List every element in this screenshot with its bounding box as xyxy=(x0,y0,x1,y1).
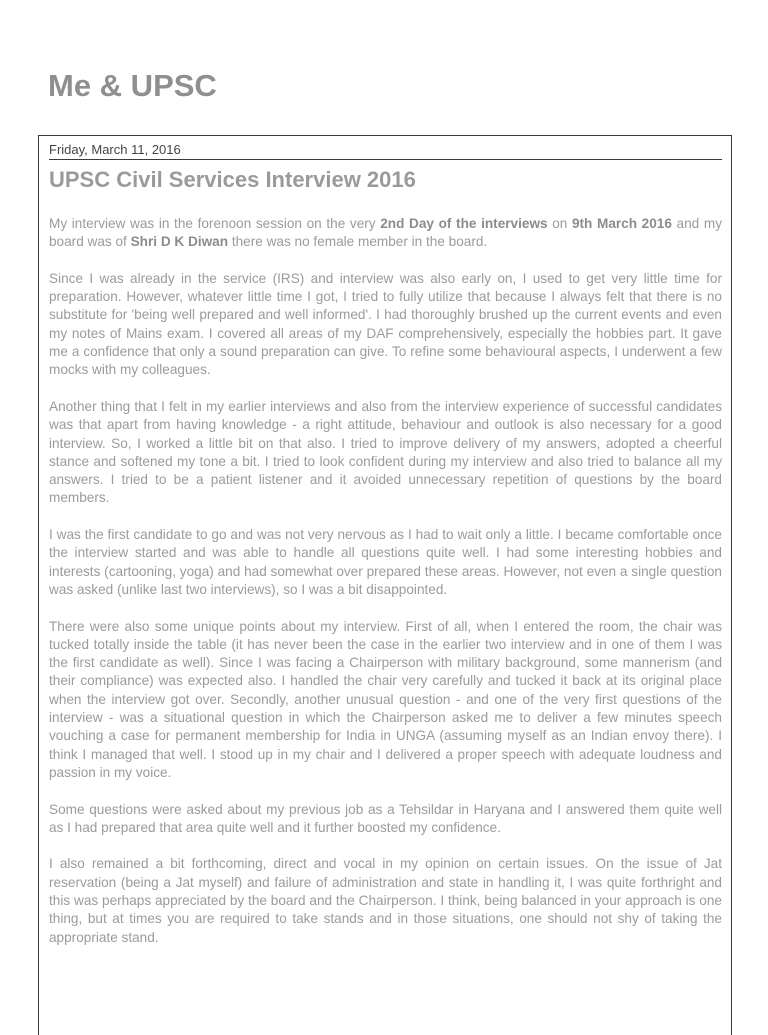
post-container xyxy=(38,135,732,1035)
intro-text-3: and my board was of xyxy=(49,216,722,250)
intro-text-4: there was no female member in the board. xyxy=(228,234,488,250)
paragraph-first-candidate: I was the first candidate to go and was not very nervous as I had to wait only a little. I became comfortable once the interview started and was able to handle all questions quite well. I had some interesting hobbies and interests (cartooning, yoga) and had somewhat over prepared these areas. However, not even a single question was asked (unlike last two interviews), so I was a bit disappointed. xyxy=(49,527,722,597)
paragraph-previous-job: Some questions were asked about my previous job as a Tehsildar in Haryana and I answered them quite well as I had prepared that area quite well and it further boosted my confidence. xyxy=(49,801,722,835)
post-body xyxy=(49,215,722,947)
post-content xyxy=(49,142,722,965)
paragraph-opinions: I also remained a bit forthcoming, direct and vocal in my opinion on certain issues. On the issue of Jat reservation (being a Jat myself) and failure of administration and state in handling it, I was quite forthright and this was perhaps appreciated by the board and the Chairperson. I think, being balanced in your approach is one thing, but at times you are required to take stands and in those situations, one should not shy of taking the appropriate stand. xyxy=(49,856,722,945)
board-chair-highlight: Shri D K Diwan xyxy=(130,234,229,250)
interview-day-highlight: 2nd Day of the interviews xyxy=(380,216,548,231)
paragraph-intro xyxy=(49,215,722,252)
blog-title[interactable]: Me & UPSC xyxy=(48,68,217,103)
paragraph-attitude: Another thing that I felt in my earlier interviews and also from the interview experience of successful candidates was that apart from having knowledge - a right attitude, behaviour and outlook is also necessary for a good interview. So, I worked a little bit on that also. I tried to improve delivery of my answers, adopted a cheerful stance and softened my tone a bit. I tried to look confident during my interview and also tried to balance all my answers. I tried to be a patient listener and it avoided unnecessary repetition of questions by the board members. xyxy=(49,398,722,506)
intro-text-1: My interview was in the forenoon session on the very xyxy=(49,216,381,231)
intro-text-2: on xyxy=(547,216,572,231)
post-date: Friday, March 11, 2016 xyxy=(49,142,722,160)
paragraph-preparation: Since I was already in the service (IRS) and interview was also early on, I used to get very little time for preparation. However, whatever little time I got, I tried to fully utilize that because I always felt that there is no substitute for 'being well prepared and well informed'. I had thoroughly brushed up the current events and even my notes of Mains exam. I covered all areas of my DAF comprehensively, especially the hobbies part. It gave me a confidence that only a sound preparation can give. To refine some behavioural aspects, I underwent a few mocks with my colleagues. xyxy=(49,270,722,378)
paragraph-unique-points: There were also some unique points about my interview. First of all, when I entered the room, the chair was tucked totally inside the table (it has never been the case in the earlier two interview and in one of them I was the first candidate as well). Since I was facing a Chairperson with military background, some mannerism (and their compliance) was expected also. I handled the chair very carefully and tucked it back at its original place when the interview got over. Secondly, another unusual question - and one of the very first questions of the interview - was a situational question in which the Chairperson asked me to deliver a few minutes speech vouching a case for permanent membership for India in UNGA (assuming myself as an Indian envoy there). I think I managed that well. I stood up in my chair and I delivered a proper speech with adequate loudness and passion in my voice. xyxy=(49,618,722,780)
interview-date-highlight: 9th March 2016 xyxy=(571,216,672,231)
post-title[interactable]: UPSC Civil Services Interview 2016 xyxy=(49,167,416,192)
